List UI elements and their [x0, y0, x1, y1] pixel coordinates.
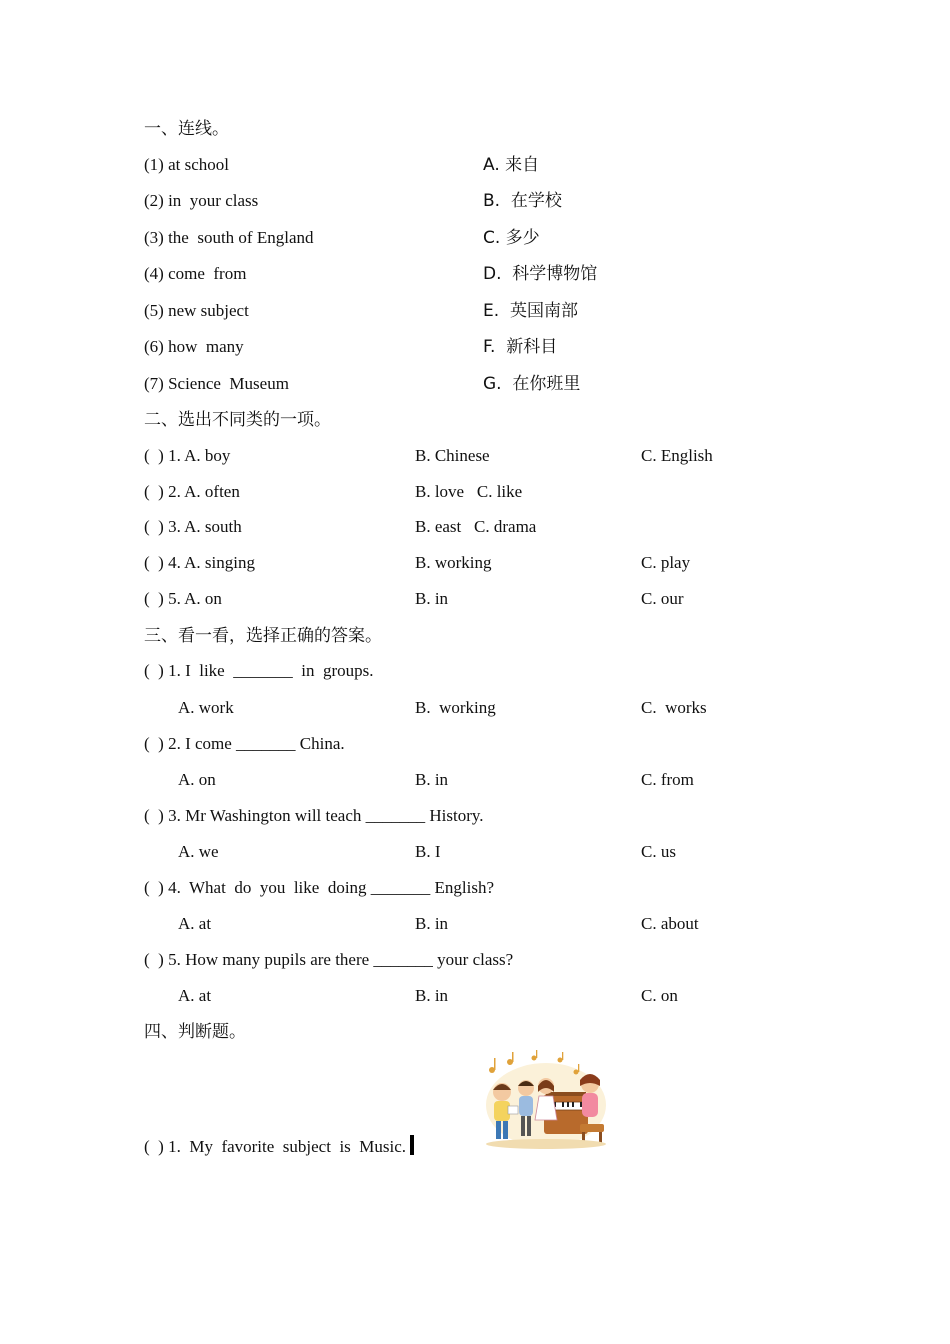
odd-one-a-1: ( ) 1. A. boy: [144, 446, 231, 465]
match-right-5: E. 英国南部: [483, 301, 578, 321]
section2-title-row: [0, 408, 950, 432]
judge-question-text-1-content: ( ) 1. My favorite subject is Music.: [144, 1137, 407, 1156]
odd-one-row-2: [0, 480, 950, 504]
choice-question-3: [0, 804, 950, 828]
match-right-4: D. 科学博物馆: [483, 264, 598, 284]
judge-question-text-1: [144, 1135, 414, 1159]
choice-option-a-5: A. at: [178, 986, 212, 1005]
odd-one-a-5: ( ) 5. A. on: [144, 589, 222, 608]
match-right-1: A. 来自: [483, 155, 540, 175]
odd-one-b-4: B. working: [415, 553, 492, 572]
choice-option-b-3: B. I: [415, 842, 441, 861]
choice-option-b-5: B. in: [415, 986, 449, 1005]
choice-option-a-3: A. we: [178, 842, 219, 861]
match-right-7: G. 在你班里: [483, 374, 581, 394]
odd-one-a-2: ( ) 2. A. often: [144, 482, 240, 501]
choice-question-text-2: ( ) 2. I come _______ China.: [144, 734, 345, 753]
match-row-1: [0, 153, 950, 177]
choice-question-4: [0, 876, 950, 900]
match-row-6: [0, 335, 950, 359]
choice-options-4: [0, 912, 950, 936]
choice-option-c-2: C. from: [641, 770, 694, 789]
choice-question-5: [0, 948, 950, 972]
match-row-3: [0, 226, 950, 250]
match-right-6: F. 新科目: [483, 337, 558, 357]
section4-title-row: [0, 1020, 950, 1044]
match-row-5: [0, 299, 950, 323]
choice-option-b-1: B. working: [415, 698, 496, 717]
match-left-2: (2) in your class: [144, 191, 259, 210]
match-left-5: (5) new subject: [144, 301, 249, 320]
choice-options-3: [0, 840, 950, 864]
choice-question-text-5: ( ) 5. How many pupils are there _______ your class?: [144, 950, 514, 969]
match-row-7: [0, 372, 950, 396]
match-left-3: (3) the south of England: [144, 228, 314, 247]
match-left-4: (4) come from: [144, 264, 247, 283]
odd-one-b-3: B. east C. drama: [415, 517, 537, 536]
choice-option-b-2: B. in: [415, 770, 449, 789]
choice-question-text-4: ( ) 4. What do you like doing _______ English?: [144, 878, 495, 897]
odd-one-a-3: ( ) 3. A. south: [144, 517, 242, 536]
choice-option-c-4: C. about: [641, 914, 699, 933]
section1-title: 一、连线。: [144, 119, 229, 139]
choice-question-text-3: ( ) 3. Mr Washington will teach _______ History.: [144, 806, 484, 825]
match-row-2: [0, 189, 950, 213]
choice-question-2: [0, 732, 950, 756]
match-right-2: B. 在学校: [483, 191, 562, 211]
odd-one-c-4: C. play: [641, 553, 691, 572]
teacher-figure-icon: [580, 1074, 600, 1117]
choice-options-5: [0, 984, 950, 1008]
odd-one-b-2: B. love C. like: [415, 482, 523, 501]
section1-title-row: [0, 117, 950, 141]
section3-title-row: [0, 624, 950, 648]
odd-one-row-4: [0, 551, 950, 575]
choice-option-a-1: A. work: [178, 698, 234, 717]
match-left-7: (7) Science Museum: [144, 374, 289, 393]
odd-one-b-1: B. Chinese: [415, 446, 490, 465]
odd-one-row-3: [0, 515, 950, 539]
odd-one-c-5: C. our: [641, 589, 684, 608]
choice-options-2: [0, 768, 950, 792]
choice-option-c-3: C. us: [641, 842, 676, 861]
section4-title: 四、判断题。: [144, 1022, 246, 1042]
choice-question-1: [0, 659, 950, 683]
choice-question-text-1: ( ) 1. I like _______ in groups.: [144, 661, 374, 680]
odd-one-b-5: B. in: [415, 589, 449, 608]
odd-one-row-5: [0, 587, 950, 611]
match-left-1: (1) at school: [144, 155, 229, 174]
odd-one-c-1: C. English: [641, 446, 713, 465]
section3-title: 三、看一看，选择正确的答案。: [144, 626, 382, 646]
child-figure-icon: [535, 1078, 557, 1120]
judge-question-1: [0, 1135, 950, 1159]
section2-title: 二、选出不同类的一项。: [144, 410, 331, 430]
choice-option-a-4: A. at: [178, 914, 212, 933]
match-left-6: (6) how many: [144, 337, 244, 356]
match-row-4: [0, 262, 950, 286]
choice-options-1: [0, 696, 950, 720]
choice-option-b-4: B. in: [415, 914, 449, 933]
match-right-3: C. 多少: [483, 228, 540, 248]
text-cursor: [410, 1135, 414, 1155]
odd-one-a-4: ( ) 4. A. singing: [144, 553, 255, 572]
choice-option-c-1: C. works: [641, 698, 707, 717]
choice-option-a-2: A. on: [178, 770, 216, 789]
choice-option-c-5: C. on: [641, 986, 678, 1005]
odd-one-row-1: [0, 444, 950, 468]
